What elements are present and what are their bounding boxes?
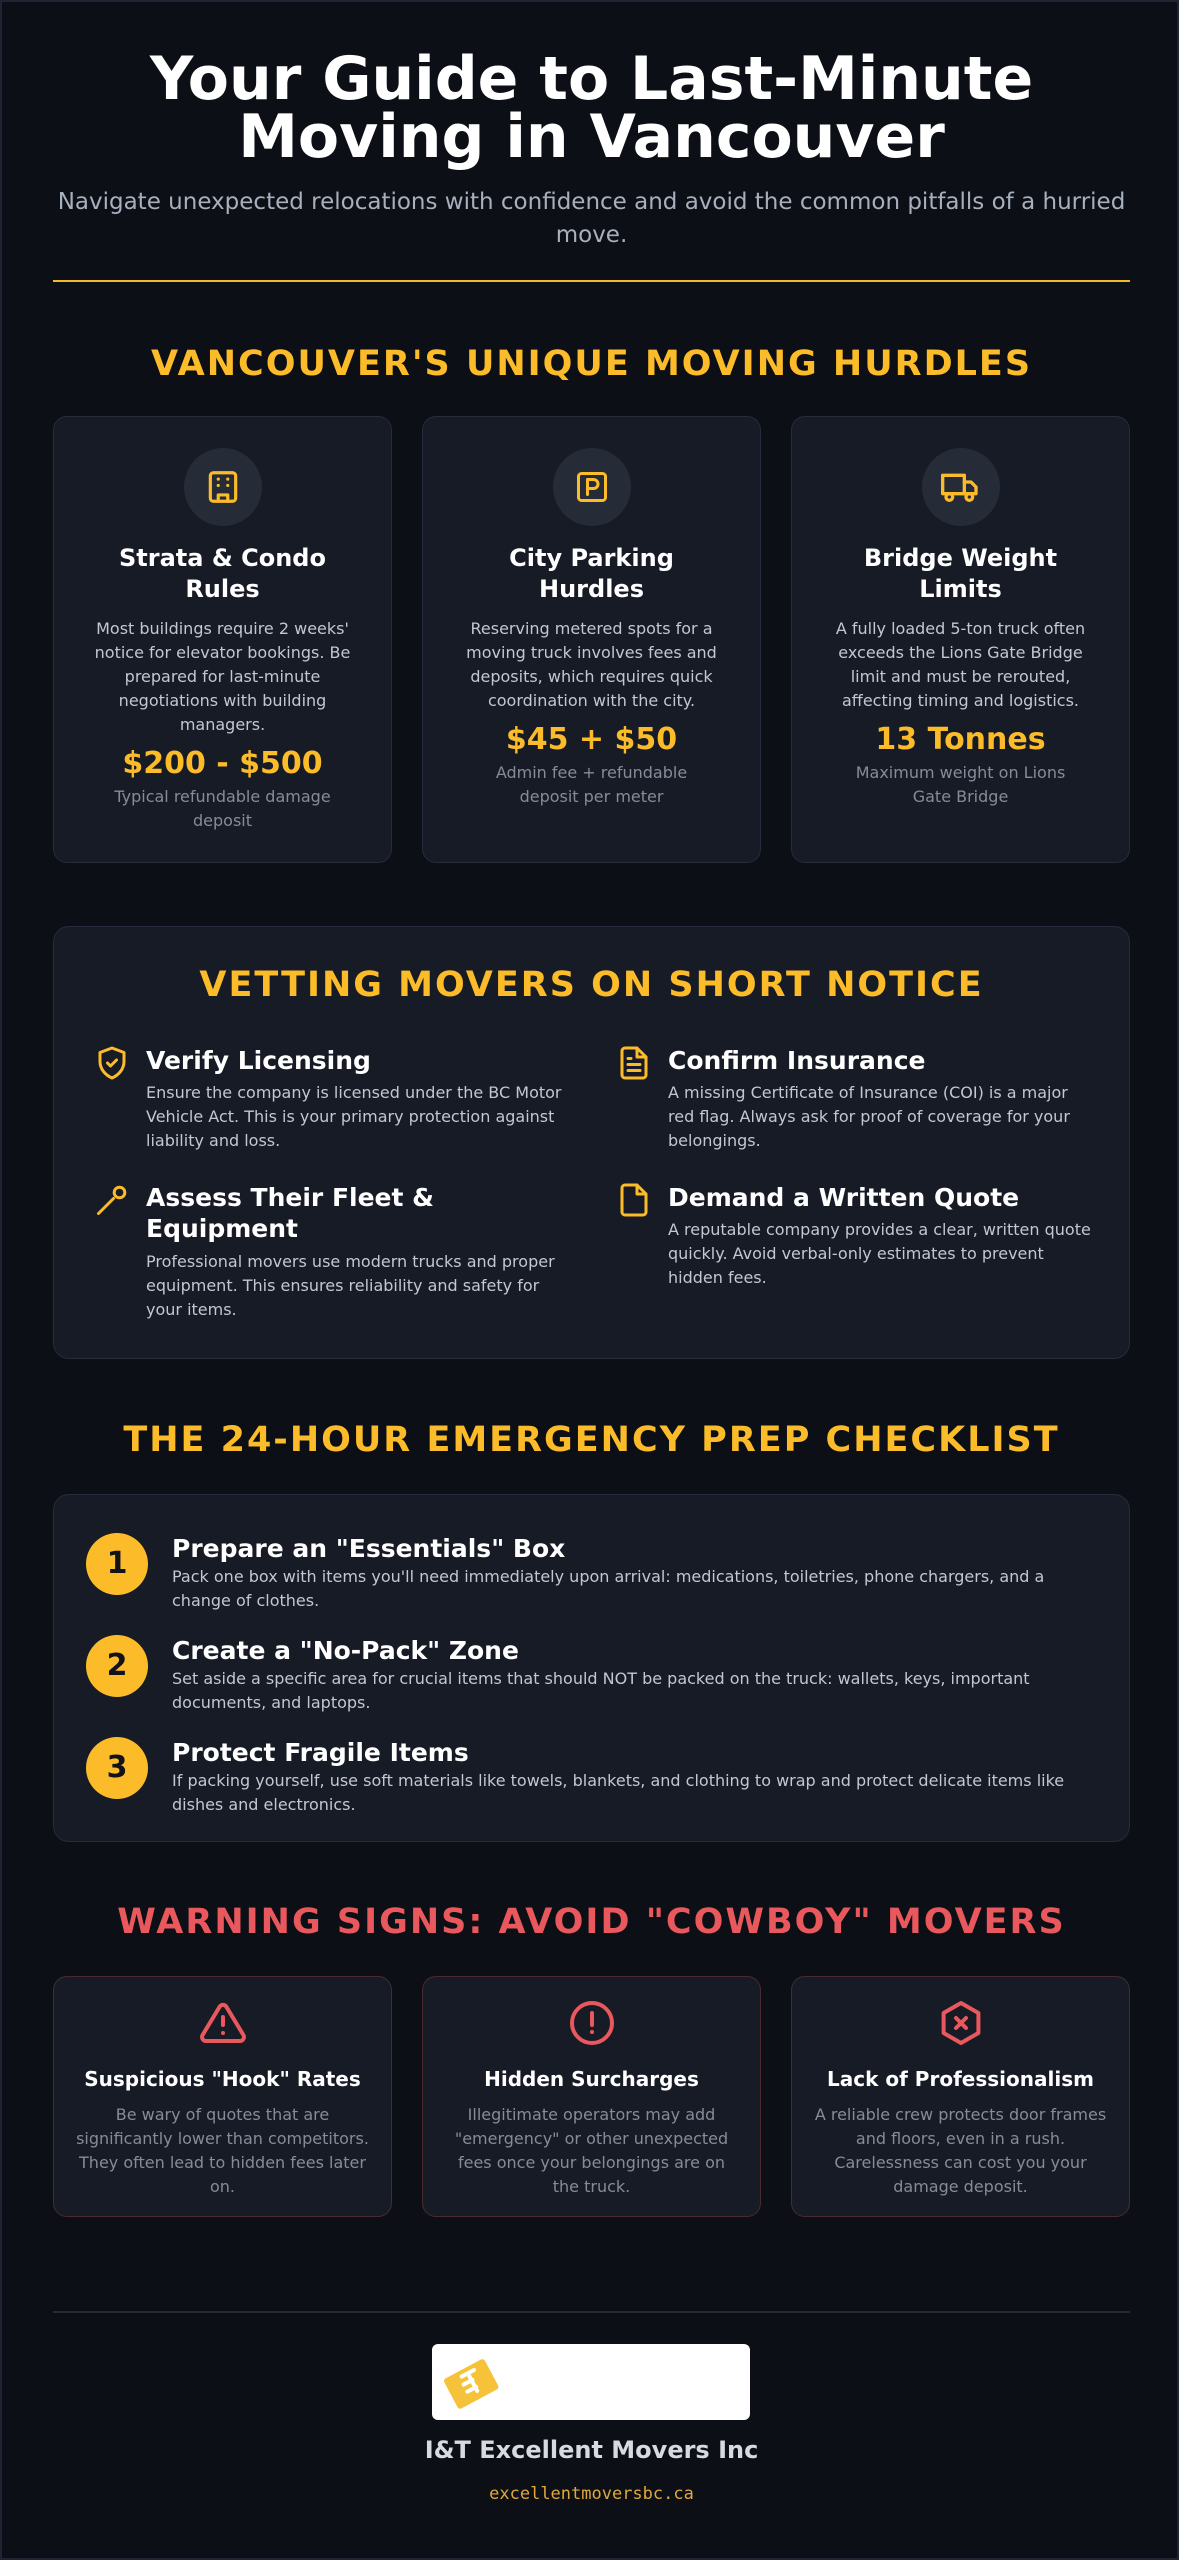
hurdle-card-stat-label: Admin fee + refundable deposit per meter (495, 763, 688, 806)
vetting-item-title: Demand a Written Quote (668, 1183, 1020, 1212)
hurdle-card-text: A fully loaded 5-ton truck often exceeds the Lions Gate Bridge limit and must be rerouted, affecting timing and logistics. (835, 619, 1086, 710)
vetting-panel (53, 926, 1130, 1359)
shield-check-icon (94, 1045, 130, 1081)
title-line-2: Moving in Vancouver (238, 102, 945, 172)
hurdle-card-stat: $200 - $500 (122, 746, 323, 781)
vetting-item-text: Professional movers use modern trucks and proper equipment. This ensures reliability and safety for your items. (146, 1252, 555, 1319)
warning-card-text: Illegitimate operators may add "emergency" or other unexpected fees once your belongings are on the truck. (454, 2105, 729, 2196)
warning-card-title: Lack of Professionalism (827, 2067, 1094, 2091)
vetting-item-title: Confirm Insurance (668, 1046, 926, 1075)
hurdle-card-title: City Parking Hurdles (509, 544, 674, 603)
header-divider (53, 280, 1130, 282)
checklist-item-title: Protect Fragile Items (172, 1738, 469, 1767)
company-logo (432, 2344, 750, 2420)
hexagon-x-icon (937, 1999, 985, 2047)
hurdle-card-stat-label: Typical refundable damage deposit (114, 787, 331, 830)
checklist-item-title: Create a "No-Pack" Zone (172, 1636, 519, 1665)
hurdle-card-title: Bridge Weight Limits (863, 544, 1058, 603)
icon-badge (553, 448, 631, 526)
company-website-link[interactable]: excellentmoversbc.ca (489, 2484, 694, 2504)
hurdle-card-stat: $45 + $50 (505, 722, 678, 757)
checklist-item-title: Prepare an "Essentials" Box (172, 1534, 566, 1563)
checklist-item-text: Pack one box with items you'll need immediately upon arrival: medications, toiletries, phone chargers, and a change of clothes. (172, 1567, 1045, 1610)
step-number: 3 (86, 1737, 148, 1799)
hurdle-card-parking (422, 416, 761, 863)
warning-card-professionalism (791, 1976, 1130, 2217)
warning-card-text: A reliable crew protects door frames and floors, even in a rush. Carelessness can cost you your damage deposit. (814, 2105, 1107, 2196)
step-number: 1 (86, 1533, 148, 1595)
icon-badge (184, 448, 262, 526)
truck-icon (939, 467, 983, 507)
hurdle-card-text: Reserving metered spots for a moving truck involves fees and deposits, which requires quick coordination with the city. (466, 619, 717, 710)
warning-triangle-icon (199, 1999, 247, 2047)
file-icon (616, 1182, 652, 1218)
warning-card-title: Suspicious "Hook" Rates (84, 2067, 361, 2091)
hurdle-card-stat-label: Maximum weight on Lions Gate Bridge (855, 763, 1066, 806)
checklist-item-text: Set aside a specific area for crucial items that should NOT be packed on the truck: wallets, keys, important documents, and laptops. (172, 1669, 1030, 1712)
company-logo-icon (438, 2350, 508, 2416)
warning-card-hook-rates (53, 1976, 392, 2217)
hurdle-card-stat: 13 Tonnes (875, 722, 1046, 757)
warning-card-text: Be wary of quotes that are significantly lower than competitors. They often lead to hidden fees later on. (76, 2105, 369, 2196)
hurdle-card-bridge (791, 416, 1130, 863)
building-icon (204, 468, 242, 506)
title-line-1: Your Guide to Last-Minute (149, 44, 1034, 114)
alert-circle-icon (568, 1999, 616, 2047)
icon-badge (922, 448, 1000, 526)
vetting-item-title: Verify Licensing (146, 1046, 371, 1075)
checklist-panel (53, 1494, 1130, 1842)
page-subtitle: Navigate unexpected relocations with confidence and avoid the common pitfalls of a hurried move. (57, 189, 1126, 248)
wrench-icon (94, 1182, 130, 1218)
hurdles-section-title: VANCOUVER'S UNIQUE MOVING HURDLES (150, 344, 1033, 384)
company-name: I&T Excellent Movers Inc (424, 2436, 759, 2464)
warning-card-surcharges (422, 1976, 761, 2217)
checklist-item-text: If packing yourself, use soft materials like towels, blankets, and clothing to wrap and protect delicate items like dishes and electronics. (172, 1771, 1065, 1814)
checklist-section-title: THE 24-HOUR EMERGENCY PREP CHECKLIST (123, 1420, 1060, 1460)
hurdle-card-title: Strata & Condo Rules (119, 544, 326, 603)
warnings-section-title: WARNING SIGNS: AVOID "COWBOY" MOVERS (117, 1902, 1066, 1942)
page-title (53, 44, 1130, 172)
vetting-section-title: VETTING MOVERS ON SHORT NOTICE (199, 965, 984, 1005)
vetting-item-text: A reputable company provides a clear, written quote quickly. Avoid verbal-only estimates to prevent hidden fees. (668, 1220, 1091, 1287)
step-number: 2 (86, 1635, 148, 1697)
footer-divider (53, 2311, 1130, 2313)
warning-card-title: Hidden Surcharges (484, 2067, 699, 2091)
document-icon (616, 1045, 652, 1081)
hurdle-card-text: Most buildings require 2 weeks' notice for elevator bookings. Be prepared for last-minute negotiations with building managers. (94, 619, 351, 734)
vetting-item-title: Assess Their Fleet & Equipment (146, 1183, 434, 1243)
vetting-item-text: Ensure the company is licensed under the BC Motor Vehicle Act. This is your primary protection against liability and loss. (146, 1083, 562, 1150)
parking-icon (574, 469, 610, 505)
hurdle-card-strata (53, 416, 392, 863)
vetting-item-text: A missing Certificate of Insurance (COI) is a major red flag. Always ask for proof of coverage for your belongings. (668, 1083, 1070, 1150)
